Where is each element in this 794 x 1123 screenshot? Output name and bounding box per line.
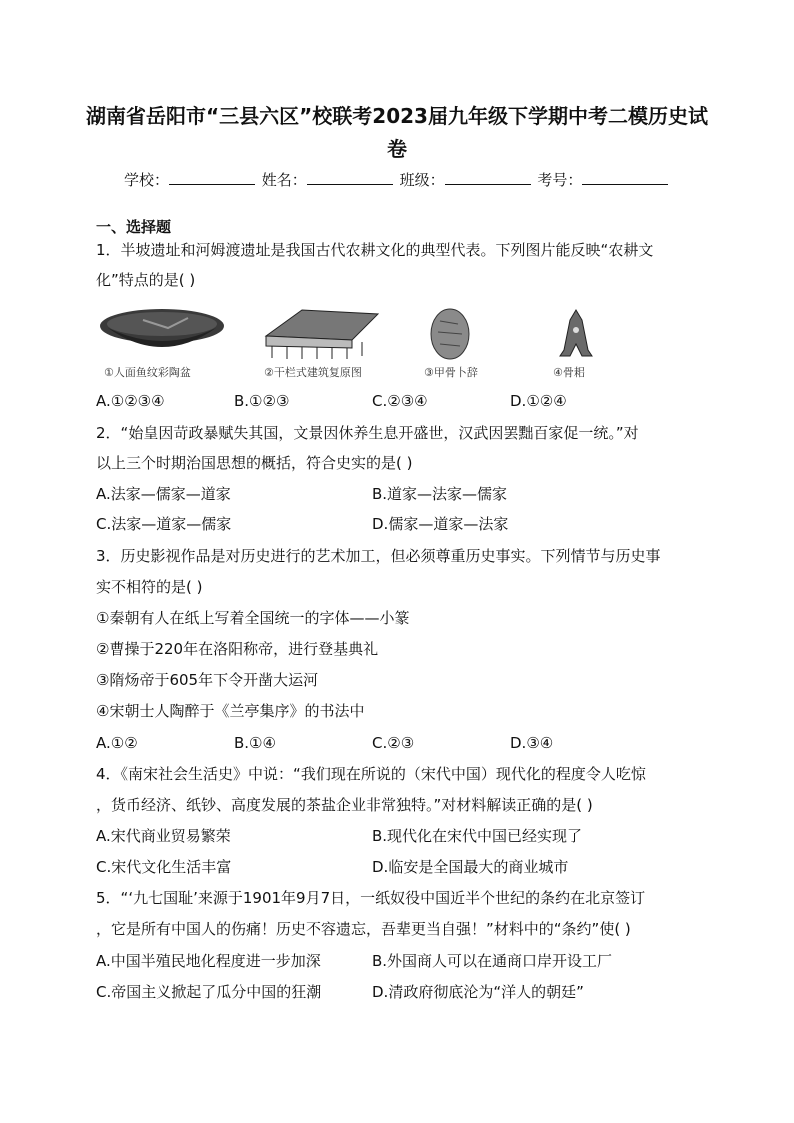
figure-caption-2: ②干栏式建筑复原图 bbox=[264, 366, 362, 379]
q4-line-1: 4．《南宋社会生活史》中说：“我们现在所说的（宋代中国）现代化的程度令人吃惊 bbox=[96, 765, 646, 783]
q4-option-b[interactable]: B.现代化在宋代中国已经实现了 bbox=[372, 827, 583, 845]
name-label: 姓名： bbox=[261, 171, 307, 189]
q5-option-a[interactable]: A.中国半殖民地化程度进一步加深 bbox=[96, 952, 321, 970]
q1-option-d[interactable]: D.①②④ bbox=[510, 392, 567, 410]
q3-line-1: 3．历史影视作品是对历史进行的艺术加工，但必须尊重历史事实。下列情节与历史事 bbox=[96, 547, 661, 565]
figure-caption-1: ①人面鱼纹彩陶盆 bbox=[104, 366, 191, 379]
q3-statement-1: ①秦朝有人在纸上写着全国统一的字体——小篆 bbox=[96, 609, 410, 627]
class-blank bbox=[445, 170, 531, 185]
q4-option-a[interactable]: A.宋代商业贸易繁荣 bbox=[96, 827, 231, 845]
q4-option-d[interactable]: D.临安是全国最大的商业城市 bbox=[372, 858, 569, 876]
q2-option-a[interactable]: A.法家—儒家—道家 bbox=[96, 485, 231, 503]
q1-option-a[interactable]: A.①②③④ bbox=[96, 392, 165, 410]
q3-line-2: 实不相符的是( ) bbox=[96, 578, 203, 596]
q1-line-1: 1．半坡遗址和河姆渡遗址是我国古代农耕文化的典型代表。下列图片能反映“农耕文 bbox=[96, 241, 654, 259]
q3-statement-3: ③隋炀帝于605年下令开凿大运河 bbox=[96, 671, 319, 689]
exam-title: 湖南省岳阳市“三县六区”校联考2023届九年级下学期中考二模历史试卷 bbox=[86, 104, 708, 161]
q4-option-c[interactable]: C.宋代文化生活丰富 bbox=[96, 858, 232, 876]
q3-statement-2: ②曹操于220年在洛阳称帝，进行登基典礼 bbox=[96, 640, 379, 658]
q2-option-c[interactable]: C.法家—道家—儒家 bbox=[96, 515, 232, 533]
q5-line-1: 5．“‘九七国耻’来源于1901年9月7日，一纸奴役中国近半个世纪的条约在北京签订 bbox=[96, 889, 646, 907]
exam-number-blank bbox=[582, 170, 668, 185]
q3-option-c[interactable]: C.②③ bbox=[372, 734, 415, 752]
painted-pottery-basin-image bbox=[98, 306, 226, 362]
oracle-bone-image bbox=[428, 306, 472, 362]
q3-option-d[interactable]: D.③④ bbox=[510, 734, 554, 752]
q2-option-d[interactable]: D.儒家—道家—法家 bbox=[372, 515, 509, 533]
student-info-row bbox=[124, 169, 670, 190]
q5-option-c[interactable]: C.帝国主义掀起了瓜分中国的狂潮 bbox=[96, 983, 322, 1001]
exam-number-label: 考号： bbox=[537, 171, 583, 189]
q2-option-b[interactable]: B.道家—法家—儒家 bbox=[372, 485, 508, 503]
q5-option-b[interactable]: B.外国商人可以在通商口岸开设工厂 bbox=[372, 952, 613, 970]
q2-line-2: 以上三个时期治国思想的概括，符合史实的是( ) bbox=[96, 454, 413, 472]
q3-option-a[interactable]: A.①② bbox=[96, 734, 138, 752]
q1-option-b[interactable]: B.①②③ bbox=[234, 392, 290, 410]
school-blank bbox=[169, 170, 255, 185]
q1-option-c[interactable]: C.②③④ bbox=[372, 392, 428, 410]
q4-line-2: ，货币经济、纸钞、高度发展的茶盐企业非常独特。”对材料解读正确的是( ) bbox=[96, 796, 593, 814]
figure-caption-4: ④骨耜 bbox=[553, 366, 585, 379]
q3-statement-4: ④宋朝士人陶醉于《兰亭集序》的书法中 bbox=[96, 702, 365, 720]
q5-option-d[interactable]: D.清政府彻底沦为“洋人的朝廷” bbox=[372, 983, 584, 1001]
school-label: 学校： bbox=[124, 171, 170, 189]
q5-line-2: ，它是所有中国人的伤痛！历史不容遗忘，吾辈更当自强！”材料中的“条约”使( ) bbox=[96, 920, 631, 938]
q2-line-1: 2．“始皇因苛政暴赋失其国，文景因休养生息开盛世，汉武因罢黜百家促一统。”对 bbox=[96, 424, 639, 442]
q1-line-2: 化”特点的是( ) bbox=[96, 271, 196, 289]
bone-plough-image bbox=[556, 306, 596, 362]
stilt-house-image bbox=[262, 306, 382, 362]
section-heading: 一、选择题 bbox=[96, 218, 172, 236]
q3-option-b[interactable]: B.①④ bbox=[234, 734, 276, 752]
class-label: 班级： bbox=[399, 171, 445, 189]
name-blank bbox=[307, 170, 393, 185]
figure-caption-3: ③甲骨卜辞 bbox=[424, 366, 478, 379]
